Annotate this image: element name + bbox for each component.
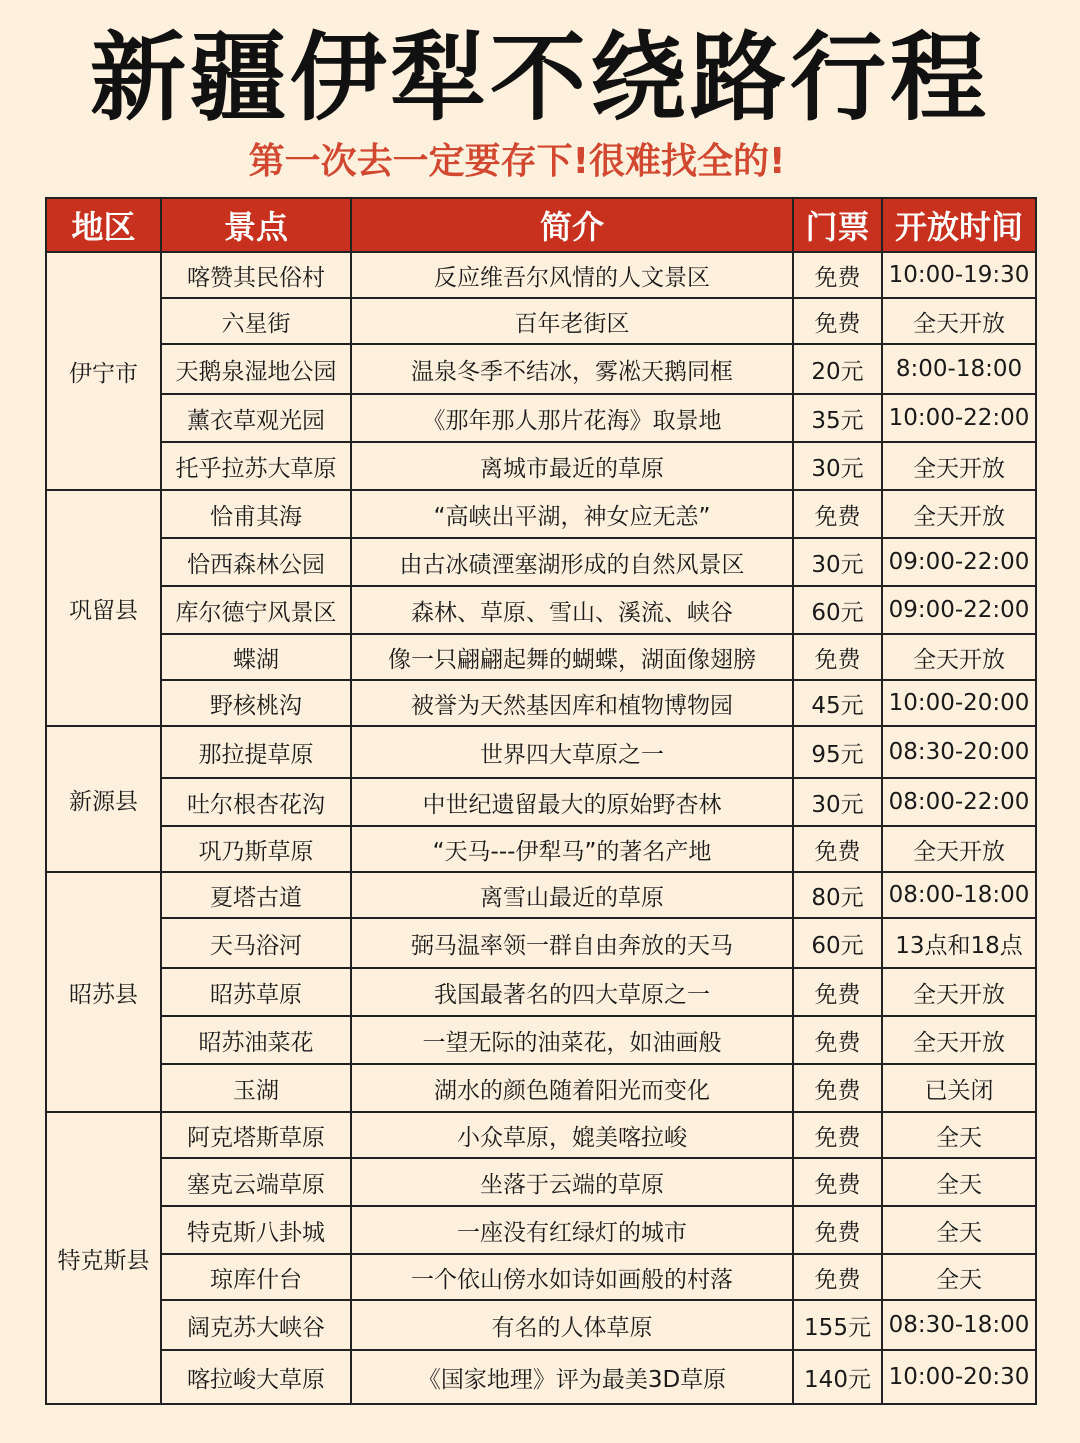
intro-cell: 一座没有红绿灯的城市: [351, 1206, 793, 1254]
hours-cell: 全天开放: [882, 634, 1036, 680]
ticket-cell: 45元: [793, 680, 882, 726]
hours-cell: 全天开放: [882, 968, 1036, 1016]
table-row: [46, 344, 1036, 394]
table-row: [46, 1064, 1036, 1112]
intro-cell: 弼马温率领一群自由奔放的天马: [351, 918, 793, 968]
spot-cell: 蝶湖: [161, 634, 351, 680]
ticket-cell: 免费: [793, 634, 882, 680]
ticket-cell: 免费: [793, 1158, 882, 1206]
spot-cell: 昭苏草原: [161, 968, 351, 1016]
spot-cell: 阿克塔斯草原: [161, 1112, 351, 1158]
column-header-intro: 简介: [351, 198, 793, 252]
table-header-row: [46, 198, 1036, 252]
hours-cell: 09:00-22:00: [882, 586, 1036, 634]
table-row: [46, 490, 1036, 538]
intro-cell: 坐落于云端的草原: [351, 1158, 793, 1206]
spot-cell: 玉湖: [161, 1064, 351, 1112]
ticket-cell: 155元: [793, 1300, 882, 1350]
page-title: 新疆伊犁不绕路行程: [90, 22, 990, 134]
table-row: [46, 1112, 1036, 1158]
table-row: [46, 442, 1036, 490]
intro-cell: 反应维吾尔风情的人文景区: [351, 252, 793, 298]
table-row: [46, 680, 1036, 726]
intro-cell: 一个依山傍水如诗如画般的村落: [351, 1254, 793, 1300]
intro-cell: 中世纪遗留最大的原始野杏林: [351, 778, 793, 826]
spot-cell: 那拉提草原: [161, 726, 351, 778]
ticket-cell: 30元: [793, 538, 882, 586]
intro-cell: 温泉冬季不结冰，雾凇天鹅同框: [351, 344, 793, 394]
intro-cell: 离城市最近的草原: [351, 442, 793, 490]
spot-cell: 喀赞其民俗村: [161, 252, 351, 298]
ticket-cell: 免费: [793, 252, 882, 298]
spot-cell: 库尔德宁风景区: [161, 586, 351, 634]
hours-cell: 全天开放: [882, 1016, 1036, 1064]
region-cell: 伊宁市: [46, 252, 161, 490]
table-row: [46, 872, 1036, 918]
hours-cell: 08:00-18:00: [882, 872, 1036, 918]
intro-cell: 我国最著名的四大草原之一: [351, 968, 793, 1016]
ticket-cell: 免费: [793, 968, 882, 1016]
spot-cell: 野核桃沟: [161, 680, 351, 726]
intro-cell: 一望无际的油菜花，如油画般: [351, 1016, 793, 1064]
intro-cell: 有名的人体草原: [351, 1300, 793, 1350]
table-row: [46, 1350, 1036, 1404]
spot-cell: 天鹅泉湿地公园: [161, 344, 351, 394]
ticket-cell: 80元: [793, 872, 882, 918]
hours-cell: 全天开放: [882, 490, 1036, 538]
spot-cell: 琼库什台: [161, 1254, 351, 1300]
intro-cell: 小众草原，媲美喀拉峻: [351, 1112, 793, 1158]
region-cell: 巩留县: [46, 490, 161, 726]
spot-cell: 喀拉峻大草原: [161, 1350, 351, 1404]
spot-cell: 吐尔根杏花沟: [161, 778, 351, 826]
ticket-cell: 95元: [793, 726, 882, 778]
table-body: [46, 252, 1036, 1404]
intro-cell: 世界四大草原之一: [351, 726, 793, 778]
ticket-cell: 免费: [793, 1254, 882, 1300]
table-row: [46, 1016, 1036, 1064]
ticket-cell: 20元: [793, 344, 882, 394]
intro-cell: 森林、草原、雪山、溪流、峡谷: [351, 586, 793, 634]
spot-cell: 特克斯八卦城: [161, 1206, 351, 1254]
hours-cell: 全天开放: [882, 826, 1036, 872]
ticket-cell: 免费: [793, 490, 882, 538]
intro-cell: 由古冰碛湮塞湖形成的自然风景区: [351, 538, 793, 586]
spot-cell: 昭苏油菜花: [161, 1016, 351, 1064]
table-row: [46, 252, 1036, 298]
table-row: [46, 538, 1036, 586]
ticket-cell: 30元: [793, 778, 882, 826]
intro-cell: 百年老街区: [351, 298, 793, 344]
hours-cell: 10:00-22:00: [882, 394, 1036, 442]
region-cell: 新源县: [46, 726, 161, 872]
table-row: [46, 778, 1036, 826]
spot-cell: 托乎拉苏大草原: [161, 442, 351, 490]
intro-cell: 湖水的颜色随着阳光而变化: [351, 1064, 793, 1112]
column-header-hours: 开放时间: [882, 198, 1036, 252]
ticket-cell: 60元: [793, 586, 882, 634]
table-row: [46, 634, 1036, 680]
spot-cell: 塞克云端草原: [161, 1158, 351, 1206]
ticket-cell: 免费: [793, 298, 882, 344]
hours-cell: 全天: [882, 1254, 1036, 1300]
ticket-cell: 免费: [793, 826, 882, 872]
intro-cell: “天马---伊犁马”的著名产地: [351, 826, 793, 872]
hours-cell: 08:00-22:00: [882, 778, 1036, 826]
table-row: [46, 918, 1036, 968]
table-row: [46, 1158, 1036, 1206]
table-row: [46, 968, 1036, 1016]
hours-cell: 全天: [882, 1158, 1036, 1206]
spot-cell: 夏塔古道: [161, 872, 351, 918]
hours-cell: 10:00-20:30: [882, 1350, 1036, 1404]
spot-cell: 巩乃斯草原: [161, 826, 351, 872]
hours-cell: 全天: [882, 1206, 1036, 1254]
spot-cell: 阔克苏大峡谷: [161, 1300, 351, 1350]
hours-cell: 08:30-18:00: [882, 1300, 1036, 1350]
spot-cell: 天马浴河: [161, 918, 351, 968]
spot-cell: 薰衣草观光园: [161, 394, 351, 442]
intro-cell: 离雪山最近的草原: [351, 872, 793, 918]
hours-cell: 已关闭: [882, 1064, 1036, 1112]
column-header-region: 地区: [46, 198, 161, 252]
table-row: [46, 394, 1036, 442]
table-row: [46, 1254, 1036, 1300]
hours-cell: 10:00-20:00: [882, 680, 1036, 726]
spot-cell: 恰西森林公园: [161, 538, 351, 586]
hours-cell: 全天开放: [882, 442, 1036, 490]
hours-cell: 13点和18点: [882, 918, 1036, 968]
table-row: [46, 1300, 1036, 1350]
ticket-cell: 免费: [793, 1064, 882, 1112]
spot-cell: 恰甫其海: [161, 490, 351, 538]
intro-cell: “高峡出平湖，神女应无恙”: [351, 490, 793, 538]
region-cell: 特克斯县: [46, 1112, 161, 1404]
column-header-spot: 景点: [161, 198, 351, 252]
hours-cell: 8:00-18:00: [882, 344, 1036, 394]
intro-cell: 像一只翩翩起舞的蝴蝶，湖面像翅膀: [351, 634, 793, 680]
hours-cell: 全天: [882, 1112, 1036, 1158]
page-subtitle: 第一次去一定要存下!很难找全的!: [248, 141, 786, 182]
ticket-cell: 30元: [793, 442, 882, 490]
hours-cell: 全天开放: [882, 298, 1036, 344]
hours-cell: 09:00-22:00: [882, 538, 1036, 586]
ticket-cell: 140元: [793, 1350, 882, 1404]
table-row: [46, 826, 1036, 872]
ticket-cell: 免费: [793, 1206, 882, 1254]
table-row: [46, 586, 1036, 634]
ticket-cell: 60元: [793, 918, 882, 968]
table-row: [46, 726, 1036, 778]
spot-cell: 六星街: [161, 298, 351, 344]
intro-cell: 《那年那人那片花海》取景地: [351, 394, 793, 442]
region-cell: 昭苏县: [46, 872, 161, 1112]
hours-cell: 08:30-20:00: [882, 726, 1036, 778]
ticket-cell: 免费: [793, 1112, 882, 1158]
intro-cell: 被誉为天然基因库和植物博物园: [351, 680, 793, 726]
attractions-table: [45, 197, 1037, 1405]
intro-cell: 《国家地理》评为最美3D草原: [351, 1350, 793, 1404]
table-row: [46, 1206, 1036, 1254]
ticket-cell: 35元: [793, 394, 882, 442]
table-row: [46, 298, 1036, 344]
ticket-cell: 免费: [793, 1016, 882, 1064]
hours-cell: 10:00-19:30: [882, 252, 1036, 298]
column-header-ticket: 门票: [793, 198, 882, 252]
